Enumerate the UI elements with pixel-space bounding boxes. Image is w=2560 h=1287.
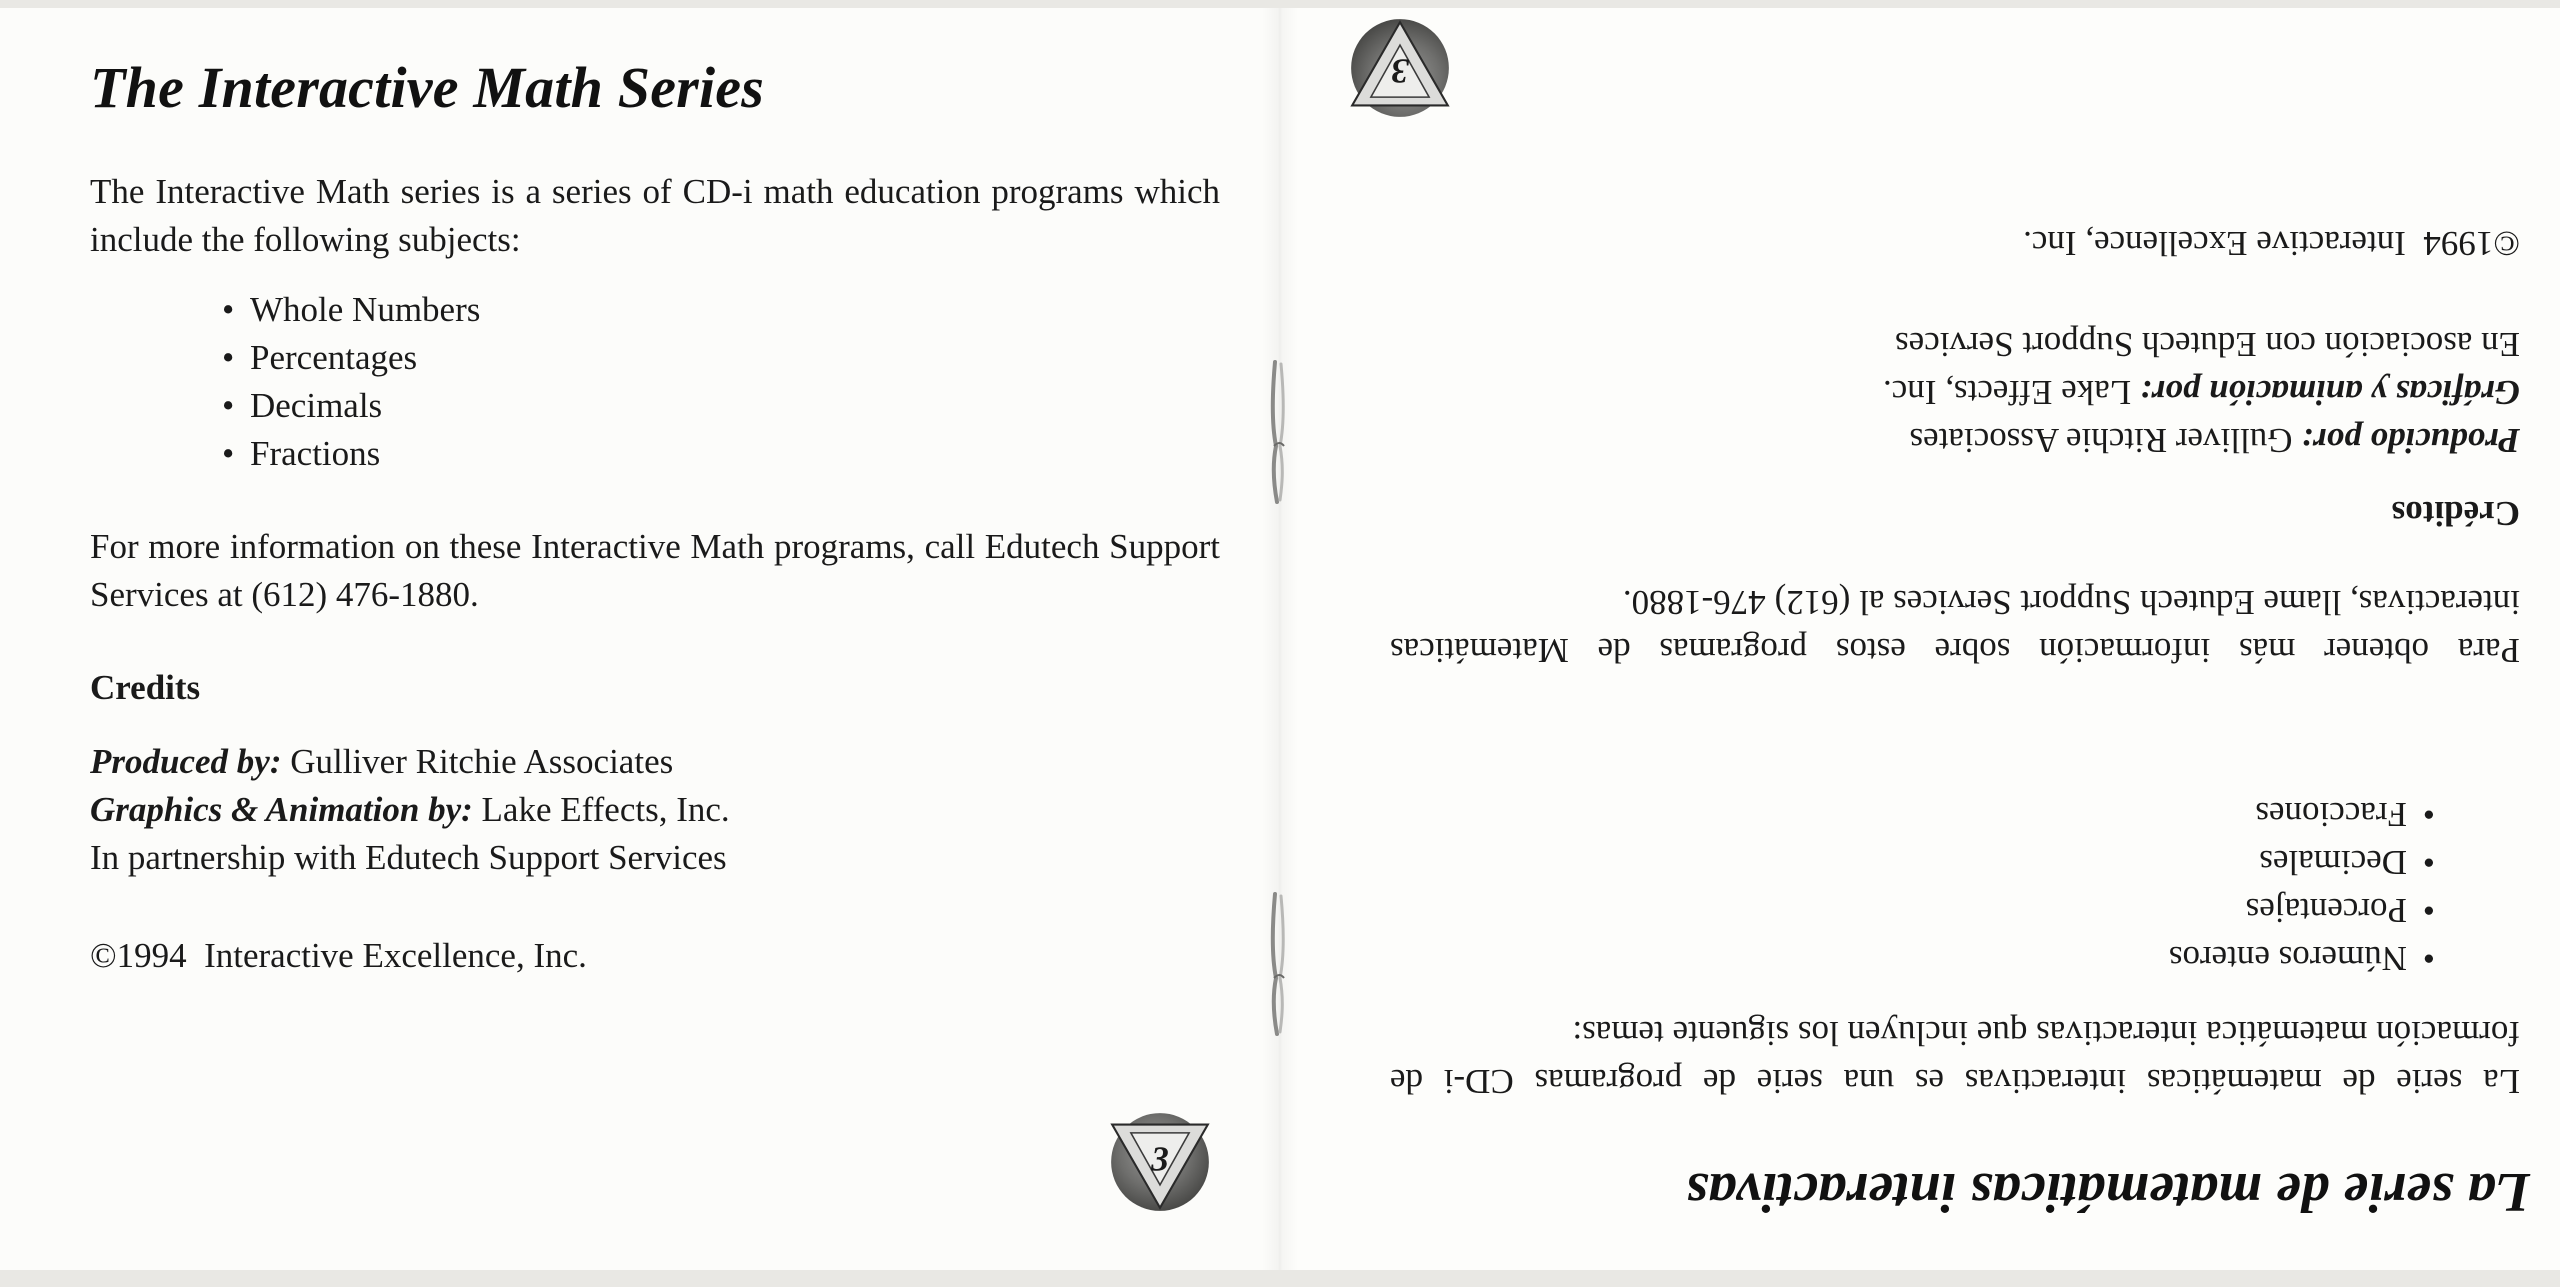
credit-value: Gulliver Ritchie Associates bbox=[290, 742, 674, 781]
credits-block bbox=[90, 738, 730, 882]
credit-value: Lake Effects, Inc. bbox=[481, 790, 730, 829]
subject-list bbox=[2169, 790, 2435, 982]
credit-value: Gulliver Ritchie Associates bbox=[1909, 421, 2293, 460]
staple-icon bbox=[1266, 356, 1292, 506]
credit-role: Gráficas y animación por: bbox=[2139, 373, 2520, 412]
bullet-icon: • bbox=[222, 290, 235, 329]
subject-label: Porcentajes bbox=[2245, 891, 2407, 930]
credit-role: Producido por: bbox=[2301, 421, 2520, 460]
page-title: La serie de matemáticas interactivas bbox=[1686, 1161, 2530, 1223]
logo-numeral: 3 bbox=[1391, 51, 1409, 92]
info-paragraph: Para obtener más información sobre estos programas de Matemáticas interactivas, llame Edutech Support Services al (612) 476-1880. bbox=[1390, 583, 2520, 670]
copyright-notice: ©1994 Interactive Excellence, Inc. bbox=[90, 936, 587, 975]
bullet-icon: • bbox=[2422, 795, 2435, 834]
credit-line-producer bbox=[1883, 416, 2520, 464]
partnership-line: En asociación con Edutech Support Services bbox=[1895, 325, 2520, 364]
credit-line-graphics bbox=[90, 786, 730, 834]
list-item bbox=[222, 334, 480, 382]
credits-heading: Créditos bbox=[2391, 494, 2520, 533]
subject-label: Whole Numbers bbox=[250, 290, 481, 329]
center-fold bbox=[1262, 8, 1298, 1270]
credit-line-producer bbox=[90, 738, 730, 786]
booklet-spread bbox=[0, 8, 2560, 1270]
subject-label: Decimals bbox=[250, 386, 383, 425]
credits-heading: Credits bbox=[90, 668, 201, 707]
credits-block bbox=[1883, 320, 2520, 464]
interactive-math-logo-icon bbox=[1348, 16, 1452, 120]
credit-role: Graphics & Animation by: bbox=[90, 790, 473, 829]
bullet-icon: • bbox=[222, 434, 235, 473]
left-page-content bbox=[0, 8, 1280, 1270]
left-page bbox=[0, 8, 1280, 1270]
logo-numeral: 3 bbox=[1151, 1138, 1169, 1179]
list-item bbox=[2169, 790, 2435, 838]
page-title: The Interactive Math Series bbox=[90, 55, 764, 120]
info-paragraph: For more information on these Interactive Math programs, call Edutech Support Services at (612) 476-1880. bbox=[90, 527, 1220, 614]
subject-label: Decimales bbox=[2259, 843, 2407, 882]
bullet-icon: • bbox=[2422, 843, 2435, 882]
list-item bbox=[222, 430, 480, 478]
subject-label: Fracciones bbox=[2255, 795, 2407, 834]
credit-value: Lake Effects, Inc. bbox=[1882, 373, 2132, 412]
intro-paragraph: La serie de matemáticas interactivas es una serie de programas CD-i de formación matemática interactivas que incluyen los siguente temas: bbox=[1390, 1014, 2520, 1101]
list-item bbox=[2169, 838, 2435, 886]
credit-role: Produced by: bbox=[90, 742, 282, 781]
copyright-notice: ©1994 Interactive Excellence, Inc. bbox=[2023, 224, 2520, 263]
subject-list bbox=[222, 286, 480, 478]
staple-icon bbox=[1266, 888, 1292, 1038]
bullet-icon: • bbox=[2422, 939, 2435, 978]
subject-label: Números enteros bbox=[2168, 939, 2407, 978]
list-item bbox=[2169, 934, 2435, 982]
list-item bbox=[222, 382, 480, 430]
subject-label: Fractions bbox=[250, 434, 381, 473]
intro-paragraph: The Interactive Math series is a series of CD-i math education programs which include the following subjects: bbox=[90, 172, 1220, 259]
list-item bbox=[2169, 886, 2435, 934]
bullet-icon: • bbox=[2422, 891, 2435, 930]
bullet-icon: • bbox=[222, 338, 235, 377]
partnership-line: In partnership with Edutech Support Services bbox=[90, 838, 727, 877]
credit-line-graphics bbox=[1883, 368, 2520, 416]
right-page-content-inverted bbox=[1280, 8, 2560, 1270]
subject-label: Percentages bbox=[250, 338, 418, 377]
right-page bbox=[1280, 8, 2560, 1270]
bullet-icon: • bbox=[222, 386, 235, 425]
list-item bbox=[222, 286, 480, 334]
interactive-math-logo-icon bbox=[1108, 1110, 1212, 1214]
